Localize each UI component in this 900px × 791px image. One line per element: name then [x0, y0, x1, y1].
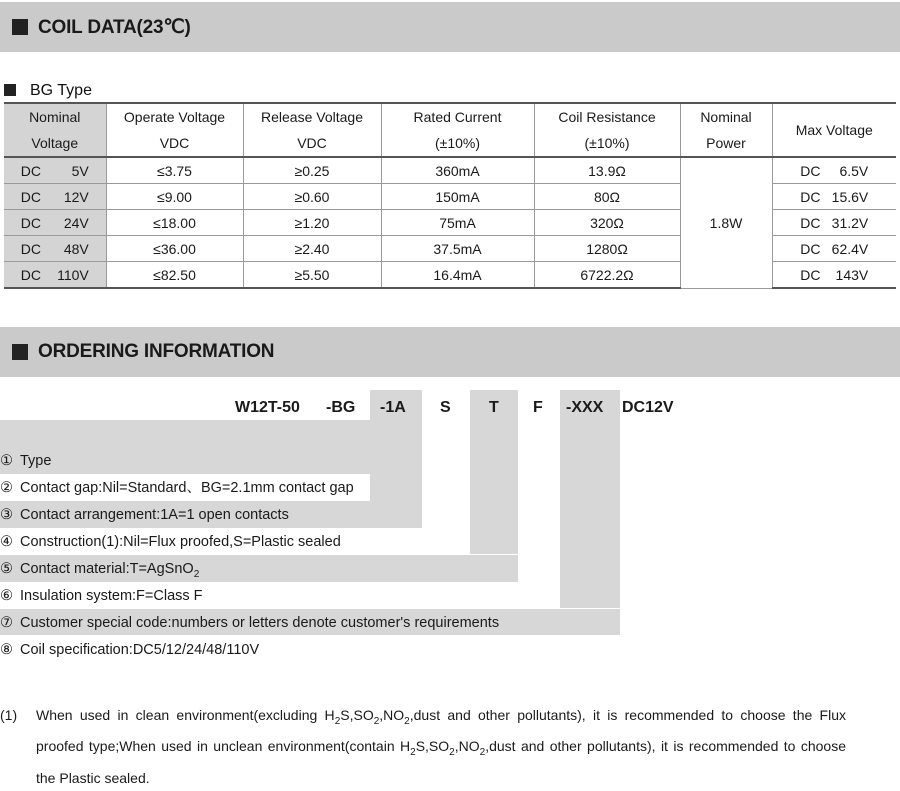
- rated-current-cell: 75mA: [381, 210, 534, 236]
- ordering-item-construction: ④ Construction(1):Nil=Flux proofed,S=Plastic sealed: [0, 529, 341, 555]
- release-voltage-cell: ≥0.25: [243, 157, 381, 184]
- coil-data-header: [0, 2, 900, 52]
- ordering-item-special-code: ⑦ Customer special code:numbers or letters denote customer's requirements: [0, 610, 499, 636]
- col-header-nominal-power: Nominal Power: [680, 103, 772, 157]
- bg-type-label: BG Type: [30, 82, 92, 99]
- code-part-contact-gap: -BG: [326, 399, 356, 416]
- release-voltage-cell: ≥0.60: [243, 184, 381, 210]
- operate-voltage-cell: ≤82.50: [106, 262, 243, 289]
- operate-voltage-cell: ≤36.00: [106, 236, 243, 262]
- circled-number-4-icon: ④: [0, 534, 13, 550]
- ordering-item-coil-spec: ⑧ Coil specification:DC5/12/24/48/110V: [0, 637, 259, 663]
- max-voltage-cell: DC 15.6V: [772, 184, 896, 210]
- circled-number-7-icon: ⑦: [0, 615, 13, 631]
- max-voltage-cell: DC 62.4V: [772, 236, 896, 262]
- code-part-construction: S: [440, 399, 451, 416]
- operate-voltage-cell: ≤18.00: [106, 210, 243, 236]
- rated-current-cell: 360mA: [381, 157, 534, 184]
- code-part-contact-arrangement: -1A: [380, 399, 406, 416]
- coil-data-title: COIL DATA(23℃): [38, 17, 191, 38]
- nominal-voltage-cell: DC 12V: [4, 184, 106, 210]
- release-voltage-cell: ≥1.20: [243, 210, 381, 236]
- ordering-info-header: [0, 327, 900, 377]
- table-header-row: [4, 103, 896, 157]
- rated-current-cell: 150mA: [381, 184, 534, 210]
- code-part-contact-material: T: [489, 399, 499, 416]
- coil-resistance-cell: 6722.2Ω: [534, 262, 680, 289]
- circled-number-2-icon: ②: [0, 480, 13, 496]
- col-header-rated-current: Rated Current (±10%): [381, 103, 534, 157]
- nominal-voltage-cell: DC 5V: [4, 157, 106, 184]
- col-header-operate-voltage: Operate Voltage VDC: [106, 103, 243, 157]
- coil-data-table: [4, 102, 896, 289]
- code-part-special-code: -XXX: [566, 399, 604, 416]
- square-bullet-icon: [12, 344, 28, 360]
- max-voltage-cell: DC 6.5V: [772, 157, 896, 184]
- coil-resistance-cell: 1280Ω: [534, 236, 680, 262]
- col-header-nominal-voltage: Nominal Voltage: [4, 103, 106, 157]
- coil-resistance-cell: 320Ω: [534, 210, 680, 236]
- footnote-number: (1): [0, 707, 18, 723]
- nominal-power-cell: 1.8W: [680, 157, 772, 288]
- rated-current-cell: 37.5mA: [381, 236, 534, 262]
- ordering-item-insulation: ⑥ Insulation system:F=Class F: [0, 583, 203, 609]
- nominal-voltage-cell: DC 48V: [4, 236, 106, 262]
- ordering-item-contact-gap: ② Contact gap:Nil=Standard、BG=2.1mm contact gap: [0, 475, 354, 501]
- nominal-voltage-cell: DC 24V: [4, 210, 106, 236]
- circled-number-5-icon: ⑤: [0, 561, 13, 577]
- max-voltage-cell: DC 143V: [772, 262, 896, 289]
- ordering-item-contact-material: ⑤ Contact material:T=AgSnO$_2$: [0, 556, 199, 582]
- nominal-voltage-cell: DC 110V: [4, 262, 106, 289]
- operate-voltage-cell: ≤9.00: [106, 184, 243, 210]
- code-part-series: W12T-50: [235, 399, 300, 416]
- code-part-insulation: F: [533, 399, 543, 416]
- circled-number-6-icon: ⑥: [0, 588, 13, 604]
- ordering-info-title: ORDERING INFORMATION: [38, 341, 275, 362]
- bg-type-heading: [4, 82, 92, 100]
- circled-number-8-icon: ⑧: [0, 642, 13, 658]
- circled-number-1-icon: ①: [0, 453, 13, 469]
- table-row: [4, 157, 896, 184]
- coil-resistance-cell: 13.9Ω: [534, 157, 680, 184]
- rated-current-cell: 16.4mA: [381, 262, 534, 289]
- footnote-text: When used in clean environment(excluding $H_2S,SO_2,NO_2,dust$ and other pollutants), it is recommended to choose the Flux proofed type;When used in unclean environment(contain $H_2S,SO_2,NO_2,dust$ and other pollutants), it is recommended to choose the Plastic sealed.: [36, 707, 847, 786]
- square-bullet-icon: [12, 19, 28, 35]
- release-voltage-cell: ≥5.50: [243, 262, 381, 289]
- ordering-item-type: ① Type: [0, 448, 51, 474]
- circled-number-3-icon: ③: [0, 507, 13, 523]
- coil-resistance-cell: 80Ω: [534, 184, 680, 210]
- ordering-item-contact-arrangement: ③ Contact arrangement:1A=1 open contacts: [0, 502, 289, 528]
- guide-bar-special-code: [560, 390, 620, 608]
- release-voltage-cell: ≥2.40: [243, 236, 381, 262]
- square-bullet-icon: [4, 84, 16, 96]
- col-header-coil-resistance: Coil Resistance (±10%): [534, 103, 680, 157]
- code-part-coil-spec: DC12V: [622, 399, 674, 416]
- col-header-release-voltage: Release Voltage VDC: [243, 103, 381, 157]
- col-header-max-voltage: Max Voltage: [772, 103, 896, 157]
- operate-voltage-cell: ≤3.75: [106, 157, 243, 184]
- max-voltage-cell: DC 31.2V: [772, 210, 896, 236]
- footnote: [0, 703, 846, 791]
